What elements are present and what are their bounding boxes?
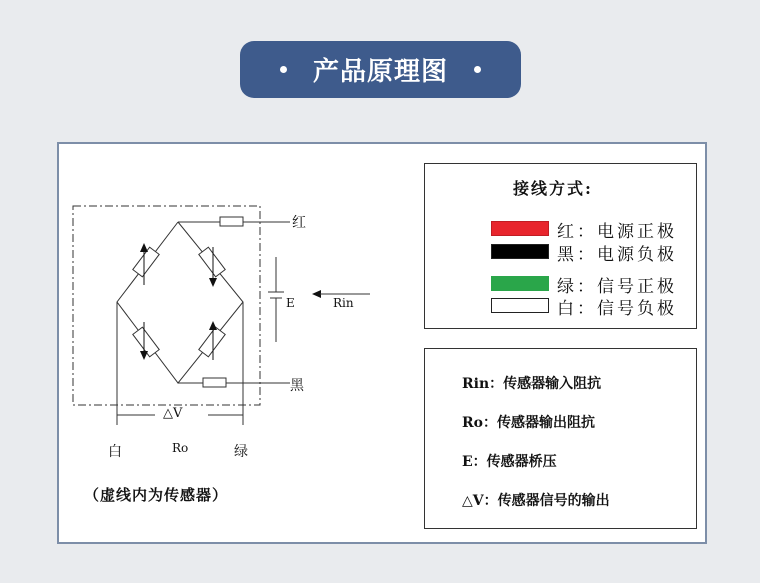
wiring-legend (424, 163, 697, 329)
wiring-title: 接线方式: (513, 179, 593, 198)
strain-gauges (133, 247, 225, 357)
label-ro: Ro (172, 441, 189, 455)
swatch-white (491, 298, 549, 313)
label-e: E (286, 296, 295, 310)
battery-symbol (268, 257, 284, 342)
bridge-wires (117, 222, 243, 383)
sensor-boundary (73, 206, 260, 405)
definition-e: E：传感器桥压 (462, 454, 557, 470)
legend-white: 白：信号负极 (557, 299, 677, 319)
definitions-box (424, 348, 697, 529)
legend-red: 红：电源正极 (557, 222, 677, 242)
label-white-wire: 白 (108, 444, 122, 460)
definition-delta-v: △V：传感器信号的输出 (462, 493, 610, 509)
swatch-green (491, 276, 549, 291)
swatch-red (491, 221, 549, 236)
label-delta-v: △V (163, 406, 183, 421)
label-rin: Rin (333, 296, 354, 310)
diagram-caption: （虚线内为传感器） (84, 486, 229, 504)
swatch-black (491, 244, 549, 259)
resistor-red (220, 217, 243, 226)
definition-ro: Ro：传感器输出阻抗 (462, 415, 595, 431)
label-red-wire: 红 (292, 215, 306, 231)
legend-green: 绿：信号正极 (557, 277, 677, 297)
legend-black: 黑：电源负极 (557, 245, 677, 265)
definition-rin: Rin：传感器输入阻抗 (462, 376, 602, 392)
label-black-wire: 黑 (290, 378, 304, 394)
label-green-wire: 绿 (234, 444, 248, 460)
resistor-black (203, 378, 226, 387)
page-title: 产品原理图 (312, 57, 448, 87)
